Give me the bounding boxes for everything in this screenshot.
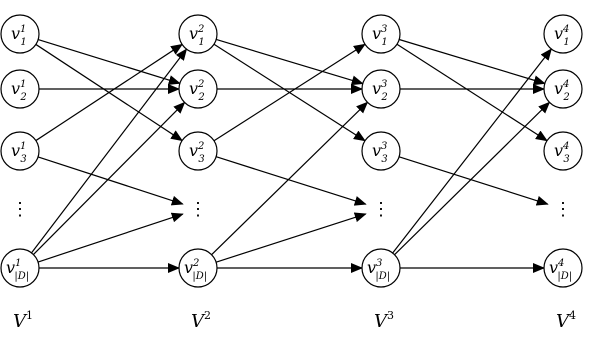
graph-node (1, 132, 39, 170)
node-label: $v^4$ 2 (554, 79, 570, 103)
edge-arrow (399, 157, 548, 204)
ellipsis: ⋮ (554, 199, 572, 220)
graph-node (544, 132, 582, 170)
layer-labels (13, 309, 576, 332)
graph-node (544, 70, 582, 108)
node-label: $v^1$ 2 (11, 79, 27, 103)
node-label: $v^4$ 1 (554, 24, 570, 48)
node-label: $v^3$ 2 (372, 79, 388, 103)
graph-node (362, 15, 400, 53)
edge-arrow (395, 102, 550, 254)
node-label: $v^1$ 1 (11, 24, 27, 48)
node-label: $v^3$ |D| (367, 258, 391, 282)
edge-arrow (216, 214, 366, 262)
node-label: $v^2$ 2 (189, 79, 205, 103)
graph-node (544, 15, 582, 53)
layer-label: $V^1$ (13, 309, 33, 332)
node-label: $v^2$ |D| (184, 258, 208, 282)
ellipsis: ⋮ (372, 199, 390, 220)
graph-node (362, 249, 400, 287)
edge-arrow (33, 102, 184, 254)
graph-node (362, 70, 400, 108)
graph-node (1, 70, 39, 108)
graph-node (179, 70, 217, 108)
node-label: $v^2$ 3 (189, 141, 205, 165)
node-label: $v^2$ 1 (189, 24, 205, 48)
graph-node (362, 132, 400, 170)
graph-node (1, 249, 39, 287)
layer-label: $V^2$ (191, 309, 211, 332)
edge-arrow (216, 39, 363, 83)
node-label: $v^1$ |D| (6, 258, 30, 282)
edges (32, 39, 552, 268)
node-label: $v^3$ 1 (372, 24, 388, 48)
graph-node (544, 249, 582, 287)
layer-label: $V^3$ (374, 309, 394, 332)
node-label: $v^4$ 3 (554, 141, 570, 165)
graph-node (179, 15, 217, 53)
ellipsis: ⋮ (11, 199, 29, 220)
node-label: $v^4$ |D| (549, 258, 573, 282)
layer-label: $V^4$ (556, 309, 576, 332)
node-label: $v^1$ 3 (11, 141, 27, 165)
edge-arrow (38, 40, 180, 84)
graph-node (179, 132, 217, 170)
node-label: $v^3$ 3 (372, 141, 388, 165)
edge-arrow (393, 49, 552, 253)
graph-node (179, 249, 217, 287)
graph-node (1, 15, 39, 53)
edge-arrow (32, 49, 187, 253)
edge-arrow (216, 157, 366, 204)
edge-arrow (399, 39, 545, 83)
edge-arrow (212, 102, 368, 254)
edge-arrow (38, 157, 183, 204)
nodes (1, 15, 582, 287)
ellipsis: ⋮ (189, 199, 207, 220)
edge-arrow (38, 214, 183, 262)
